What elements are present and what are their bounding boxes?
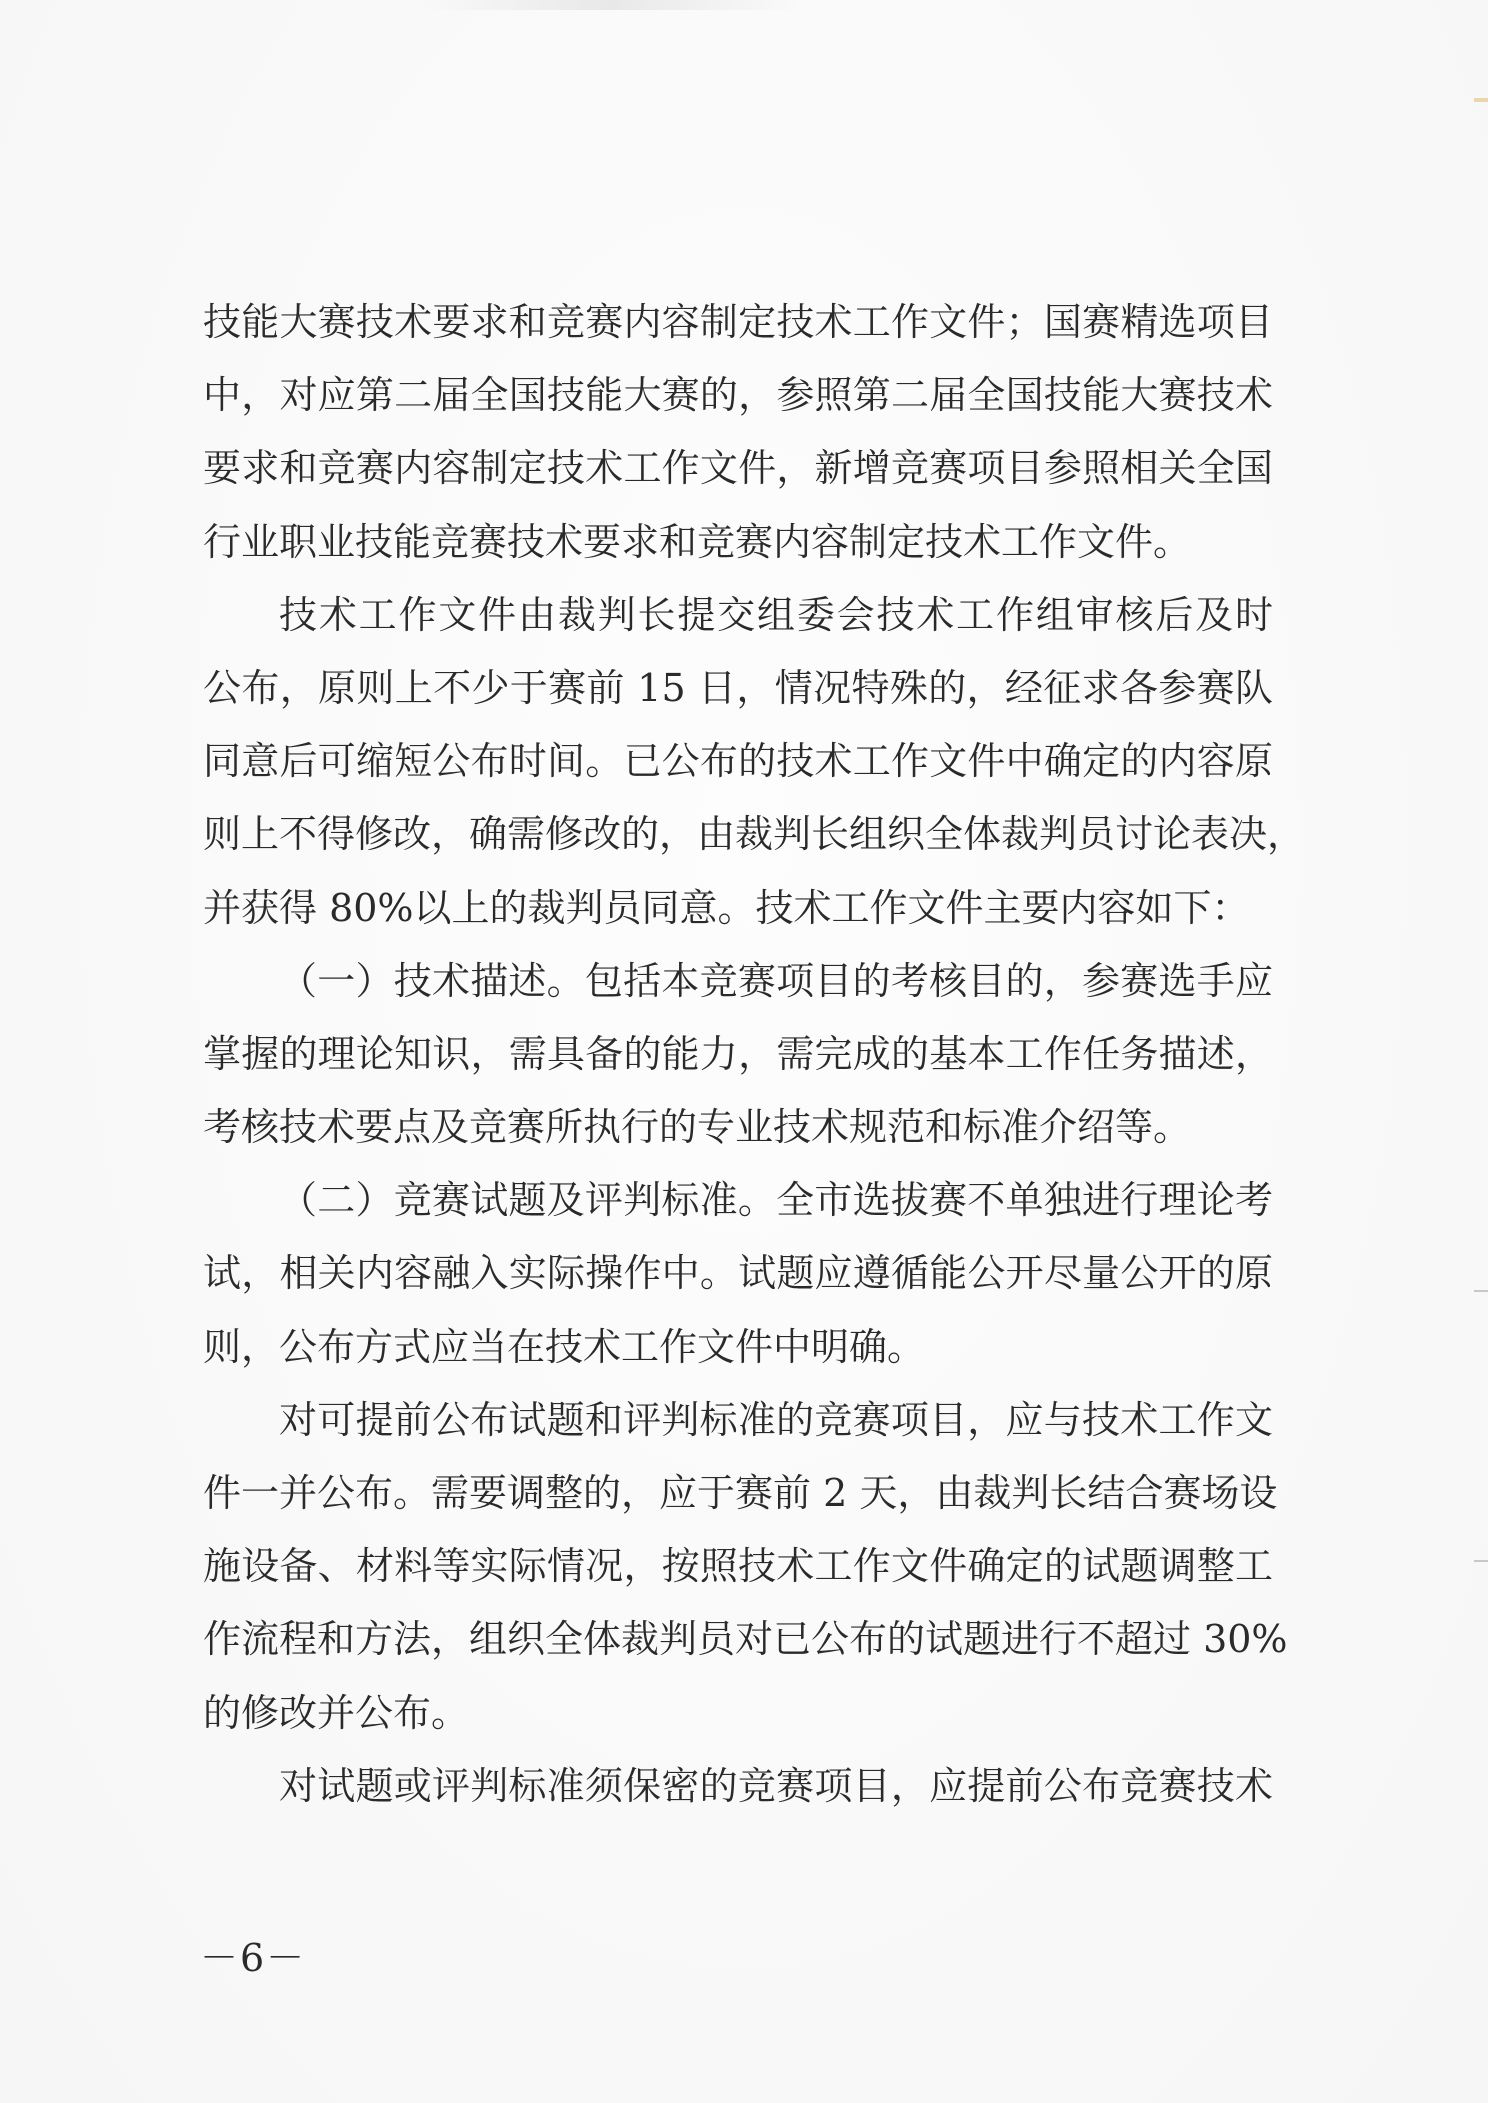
text-line: （一）技术描述。包括本竞赛项目的考核目的，参赛选手应 xyxy=(279,958,1273,1003)
text-line: 技术工作文件由裁判长提交组委会技术工作组审核后及时 xyxy=(279,592,1273,637)
text-line: 对试题或评判标准须保密的竞赛项目，应提前公布竞赛技术 xyxy=(279,1763,1273,1808)
text-line: 则，公布方式应当在技术工作文件中明确。 xyxy=(203,1324,926,1369)
text-line: 则上不得修改，确需修改的，由裁判长组织全体裁判员讨论表决， xyxy=(203,812,1306,857)
body-text xyxy=(203,286,1306,1823)
scan-edge-mark xyxy=(1474,98,1488,102)
scan-edge-mark xyxy=(1474,1560,1488,1562)
text-line: 考核技术要点及竞赛所执行的专业技术规范和标准介绍等。 xyxy=(203,1105,1192,1150)
scan-edge-mark xyxy=(1474,1290,1488,1292)
scan-artifact xyxy=(420,0,800,10)
text-line: 件一并公布。需要调整的，应于赛前 2 天，由裁判长结合赛场设 xyxy=(203,1471,1278,1515)
text-line: 掌握的理论知识，需具备的能力，需完成的基本工作任务描述， xyxy=(203,1031,1273,1076)
text-line: 作流程和方法，组织全体裁判员对已公布的试题进行不超过 30% xyxy=(203,1617,1288,1662)
text-line: 并获得 80%以上的裁判员同意。技术工作文件主要内容如下： xyxy=(203,885,1250,930)
text-line: 技能大赛技术要求和竞赛内容制定技术工作文件；国赛精选项目 xyxy=(203,300,1273,344)
text-line: 施设备、材料等实际情况，按照技术工作文件确定的试题调整工 xyxy=(203,1544,1273,1589)
text-line: 要求和竞赛内容制定技术工作文件，新增竞赛项目参照相关全国 xyxy=(203,446,1273,491)
text-line: 同意后可缩短公布时间。已公布的技术工作文件中确定的内容原 xyxy=(203,739,1273,784)
text-line: 中，对应第二届全国技能大赛的，参照第二届全国技能大赛技术 xyxy=(203,373,1273,418)
text-line: 对可提前公布试题和评判标准的竞赛项目，应与技术工作文 xyxy=(279,1397,1273,1442)
page-number: －6－ xyxy=(200,1936,307,1980)
text-line: 的修改并公布。 xyxy=(203,1690,470,1735)
text-line: （二）竞赛试题及评判标准。全市选拔赛不单独进行理论考 xyxy=(279,1178,1273,1223)
text-line: 行业职业技能竞赛技术要求和竞赛内容制定技术工作文件。 xyxy=(203,519,1192,564)
text-line: 试，相关内容融入实际操作中。试题应遵循能公开尽量公开的原 xyxy=(203,1251,1273,1296)
text-line: 公布，原则上不少于赛前 15 日，情况特殊的，经征求各参赛队 xyxy=(203,665,1273,710)
